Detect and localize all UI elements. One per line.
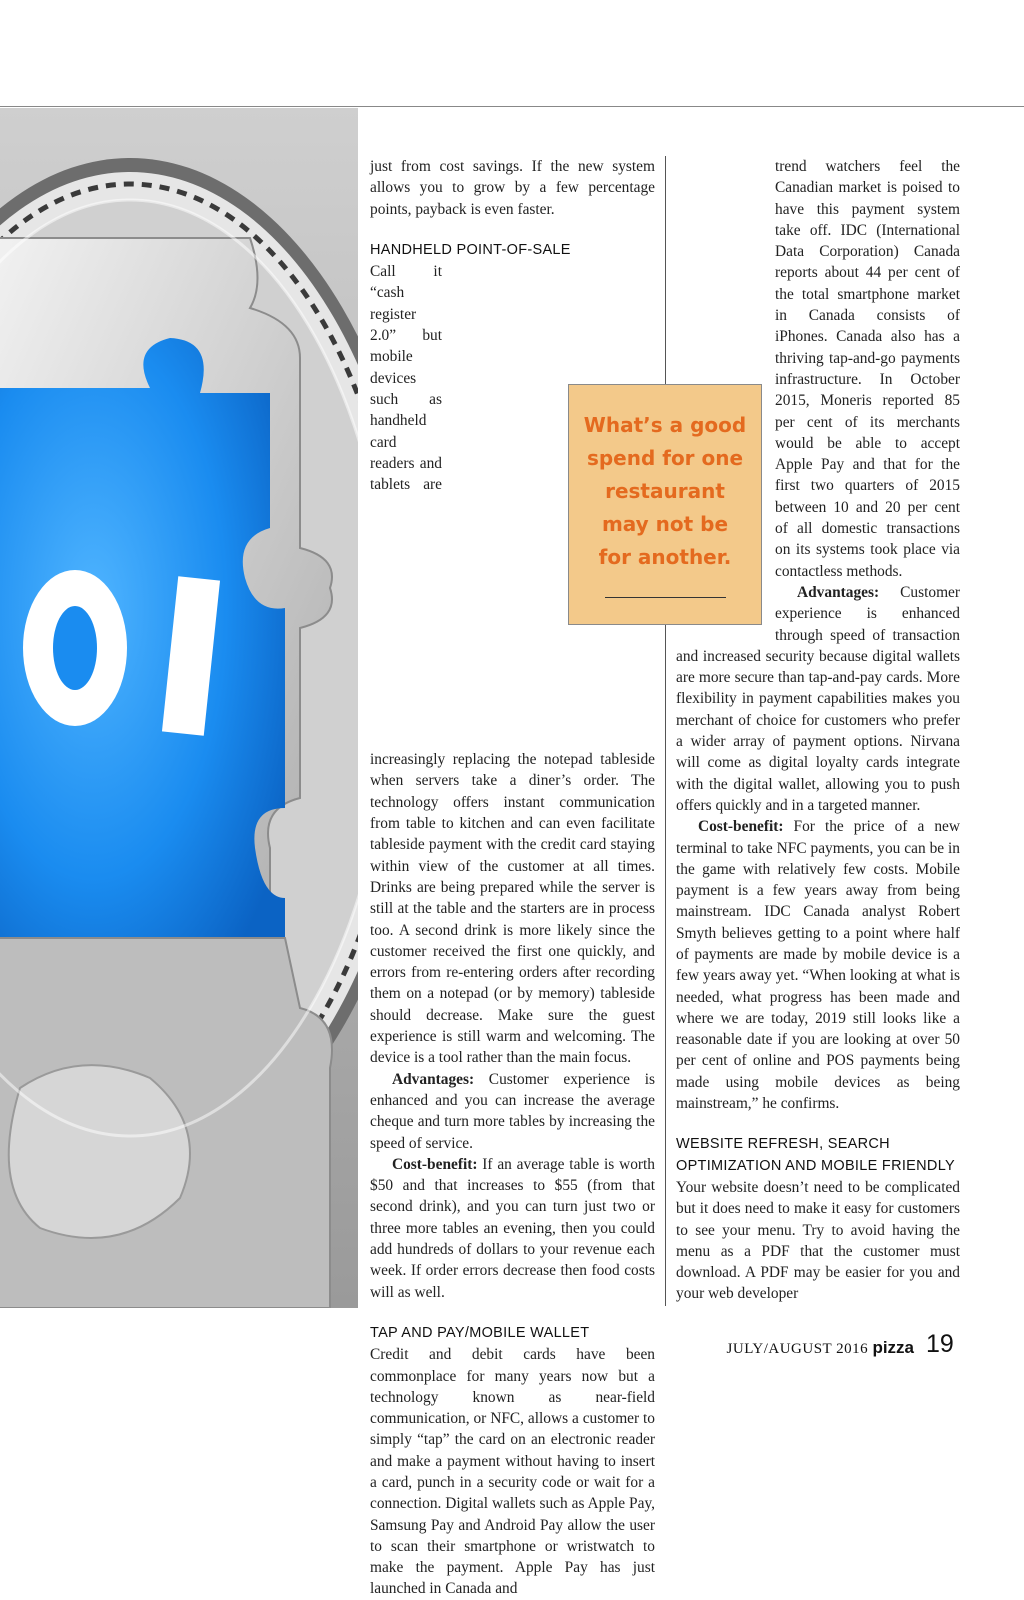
body-paragraph: Advantages: Customer experience is enhanced and you can increase the average cheque and turn more tables by increasing the speed of service. <box>370 1070 655 1152</box>
issue-date: JULY/AUGUST 2016 <box>726 1341 869 1357</box>
body-paragraph: Cost-benefit: If an average table is worth $50 and that increases to $55 (from that second drink), and you can turn just two or three more tables an evening, then you could add hundreds of dollars to your revenue each week. If order errors decrease then food costs will as well. <box>370 1155 655 1301</box>
body-paragraph: Cost-benefit: For the price of a new terminal to take NFC payments, you can be in the game with relatively few costs. Mobile payment is a few years away from being mainstream. IDC Canada analyst Robert Smyth believes getting to a point where half of payments are made by mobile device is a few years away yet. “When looking at what is needed, what progress has been made and where we are today, 2019 still looks like a reasonable date if you are looking at over 50 per cent of online and POS payments being made using mobile devices as being mainstream,” he confirms. <box>676 818 960 1113</box>
section-heading: WEBSITE REFRESH, SEARCH OPTIMIZATION AND MOBILE FRIENDLY <box>676 1136 955 1174</box>
puzzle-magnifier-image <box>0 108 358 1308</box>
pull-quote-rule <box>605 597 726 598</box>
pull-quote-text: What’s a good spend for one restaurant may not be for another. <box>583 413 747 569</box>
page-footer <box>727 1338 914 1358</box>
section-heading: TAP AND PAY/MOBILE WALLET <box>370 1324 590 1341</box>
body-paragraph: Your website doesn’t need to be complicated but it does need to make it easy for customers to see your menu. Try to avoid having the menu as a PDF that the customer must download. A PDF may be easier for you and your web developer <box>676 1178 960 1303</box>
column-left <box>370 156 655 1600</box>
header-rule <box>0 106 1024 107</box>
body-paragraph: Advantages: Customer experience is enhanced through speed of transaction and increased security because digital wallets are more secure than tap-and-pay cards. More flexibility in payment capabilities makes you merchant of choice for customers who prefer a wider array of payment options. Nirvana will come as digital loyalty cards integrate with the digital wallet, allowing you to push offers quickly and in a targeted manner. <box>676 583 960 814</box>
page-number: 19 <box>926 1330 954 1358</box>
cost-benefit-label: Cost-benefit: <box>392 1155 478 1173</box>
advantages-label: Advantages: <box>392 1070 475 1088</box>
body-paragraph: Credit and debit cards have been commonplace for many years now but a technology known as near-field communication, or NFC, allows a customer to simply “tap” the card on an electronic reader and make a payment without having to insert a card, punch in a security code or wait for a connection. Digital wallets such as Apple Pay, Samsung Pay and Android Pay allow the user to scan their smartphone or wristwatch to make the payment. Apple Pay has just launched in Canada and <box>370 1346 655 1598</box>
pull-quote <box>568 384 762 625</box>
body-paragraph: Call it “cash register 2.0” but mobile devices such as handheld card readers and tablets are increasingly replacing the notepad tableside when servers take a diner’s order. The technology offers instant communication from table to kitchen and can even facilitate tableside payment with the credit card staying within view of the customer at all times. Drinks are being prepared while the server is still at the table and the starters are in process too. A second drink is more likely since the customer received the first one quickly, and errors from re-entering orders after recording them on a notepad (or by memory) tableside should decrease. Make sure the guest experience is still warm and welcoming. The device is a tool rather than the main focus. <box>370 263 655 1067</box>
cost-benefit-label: Cost-benefit: <box>698 818 784 836</box>
column-right <box>676 156 960 1305</box>
advantages-label: Advantages: <box>797 583 880 601</box>
section-heading: HANDHELD POINT-OF-SALE <box>370 241 571 258</box>
column-divider <box>665 156 666 1306</box>
body-paragraph: just from cost savings. If the new system allows you to grow by a few percentage points, payback is even faster. <box>370 158 655 218</box>
magazine-name: pizza <box>872 1338 914 1357</box>
body-paragraph: trend watchers feel the Canadian market is poised to have this payment system take off. IDC (International Data Corporation) Canada reports about 44 per cent of the total smartphone market in Canada consists of iPhones. Canada also has a thriving tap-and-go payments infrastructure. In October 2015, Moneris reported 85 per cent of its merchants would be able to accept Apple Pay and that for the first two quarters of 2015 between 10 and 20 per cent of all domestic transactions on its systems took place via contactless methods. <box>775 158 960 580</box>
